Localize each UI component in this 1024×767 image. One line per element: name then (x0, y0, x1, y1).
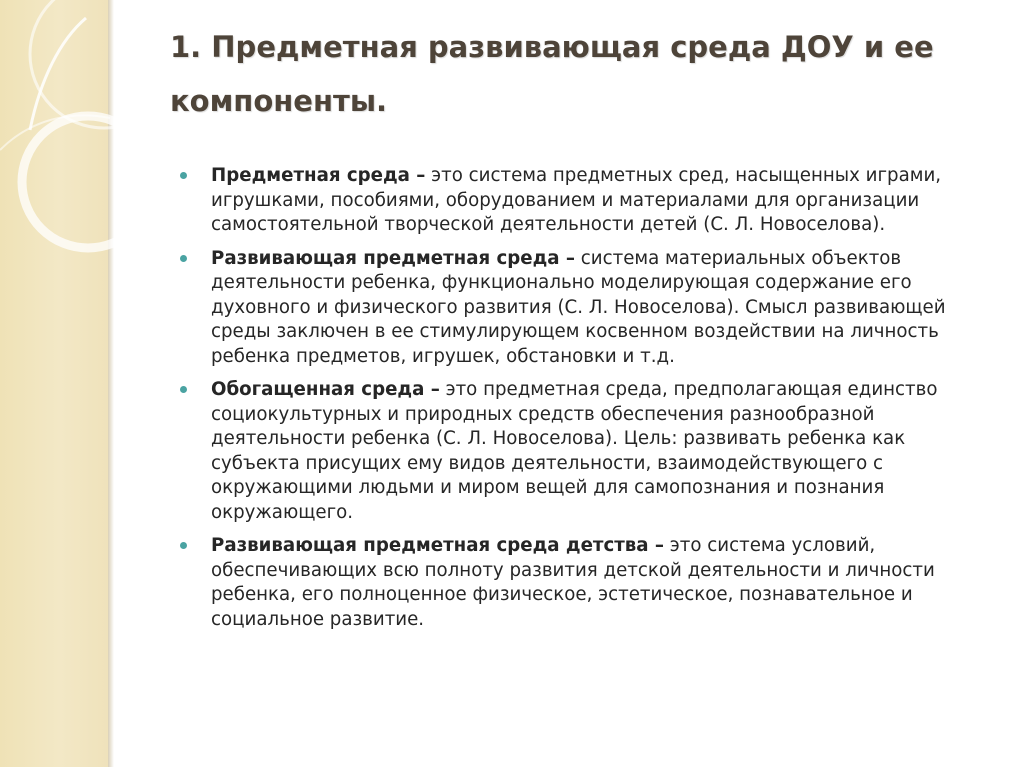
slide-title: 1. Предметная развивающая среда ДОУ и ее компоненты. (170, 30, 934, 118)
list-item (180, 164, 990, 238)
bullet-icon (180, 542, 187, 549)
decorative-rings-icon (0, 0, 140, 260)
list-item (180, 534, 990, 632)
item-text: это система предметных сред, насыщенных играми, игрушками, пособиями, оборудованием и материалами для организации самостоятельной творческой деятельности детей (С. Л. Новоселова). (211, 165, 942, 235)
item-text: система материальных объектов деятельности ребенка, функционально моделирующая содержание его духовного и физического развития (С. Л. Новоселова). Смысл развивающей среды заключен в ее стимулирующем косвенном воздействии на личность ребенка предметов, игрушек, обстановки и т.д. (211, 247, 946, 367)
bullet-icon (180, 386, 187, 393)
definitions-list (180, 164, 990, 641)
item-term: Обогащенная среда – (211, 379, 440, 400)
list-item (180, 247, 990, 370)
item-text: это предметная среда, предполагающая единство социокультурных и природных средств обеспечения разнообразной деятельности ребенка (С. Л. Новоселова). Цель: развивать ребенка как субъекта присущих ему видов деятельности, взаимодействующего с окружающими людьми и миром вещей для самопознания и познания окружающего. (211, 379, 938, 523)
bullet-icon (180, 172, 187, 179)
item-text: это система условий, обеспечивающих всю полноту развития детской деятельности и личности ребенка, его полноценное физическое, эстетическое, познавательное и социальное развитие. (211, 535, 935, 630)
list-item (180, 378, 990, 525)
item-term: Развивающая предметная среда детства – (211, 535, 665, 556)
bullet-icon (180, 255, 187, 262)
item-term: Развивающая предметная среда – (211, 247, 575, 269)
item-term: Предметная среда – (211, 165, 426, 186)
